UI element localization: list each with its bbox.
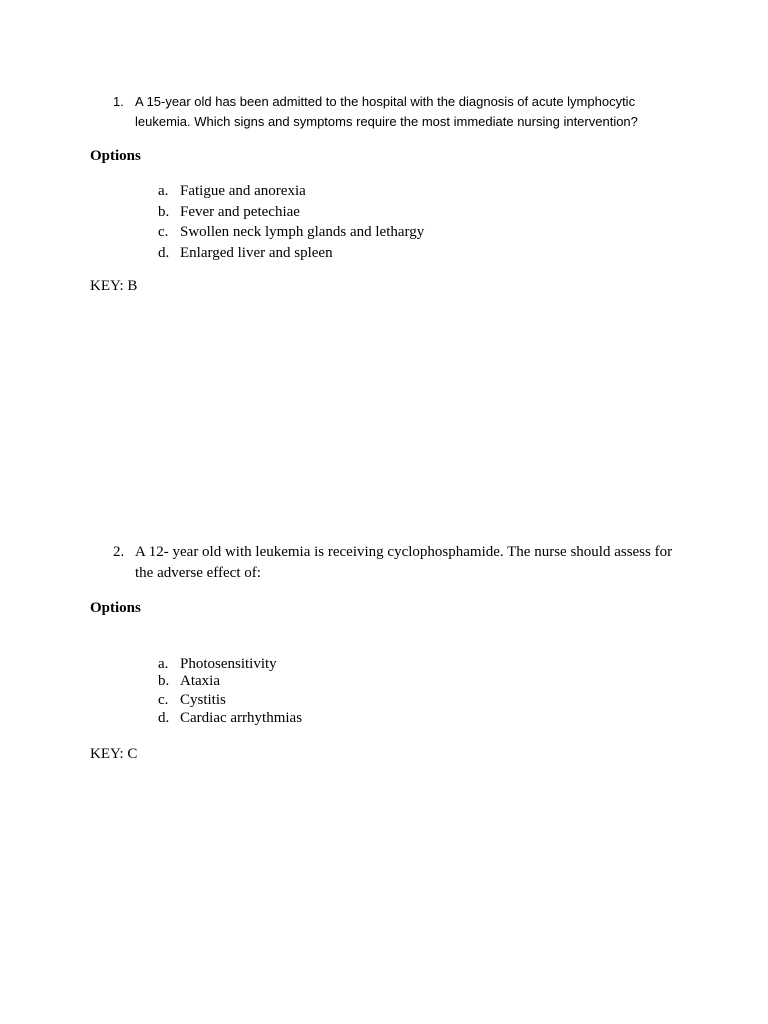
option-letter: b.	[158, 673, 170, 689]
question-number: 1.	[113, 94, 124, 109]
option-letter: d.	[158, 710, 170, 726]
option-letter: c.	[158, 692, 169, 708]
question-text-line: leukemia. Which signs and symptoms require the most immediate nursing intervention?	[135, 114, 638, 129]
answer-key: KEY: B	[90, 278, 138, 294]
options-heading: Options	[90, 148, 141, 164]
question-text-line: A 12- year old with leukemia is receiving cyclophosphamide. The nurse should assess for	[135, 544, 673, 560]
option-text: Ataxia	[180, 673, 220, 689]
answer-key: KEY: C	[90, 746, 138, 762]
option-text: Enlarged liver and spleen	[180, 245, 333, 261]
option-text: Cardiac arrhythmias	[180, 710, 303, 726]
question-number: 2.	[113, 544, 125, 560]
question-text-line: A 15-year old has been admitted to the hospital with the diagnosis of acute lymphocytic	[135, 94, 636, 109]
option-text: Swollen neck lymph glands and lethargy	[180, 224, 425, 240]
option-letter: c.	[158, 224, 169, 240]
options-heading: Options	[90, 600, 141, 616]
question-text-line: the adverse effect of:	[135, 565, 261, 581]
option-letter: d.	[158, 245, 170, 261]
option-letter: a.	[158, 656, 169, 672]
option-letter: a.	[158, 183, 169, 199]
option-text: Photosensitivity	[180, 656, 277, 672]
option-text: Fatigue and anorexia	[180, 183, 306, 199]
option-text: Cystitis	[180, 692, 226, 708]
option-letter: b.	[158, 204, 170, 220]
option-text: Fever and petechiae	[180, 204, 300, 220]
